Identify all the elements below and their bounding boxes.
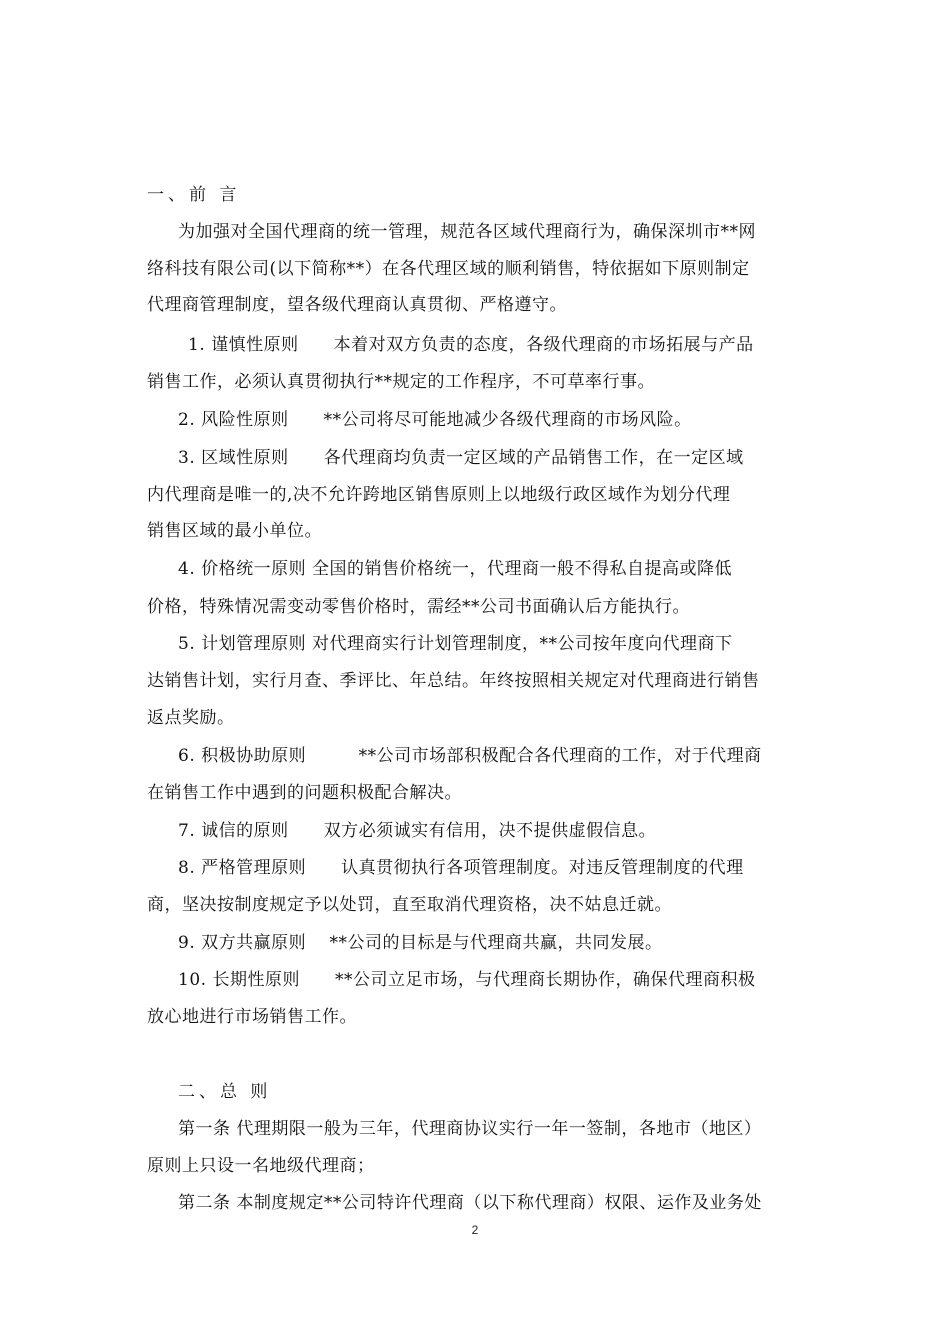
article-line: 第一条 代理期限一般为三年，代理商协议实行一年一签制，各地市（地区） [178, 1119, 762, 1139]
principle-line: 内代理商是唯一的,决不允许跨地区销售原则上以地级行政区域作为划分代理 [147, 485, 731, 505]
principle-line: 放心地进行市场销售工作。 [147, 1007, 357, 1027]
principle-line: 销售工作，必须认真贯彻执行**规定的工作程序，不可草率行事。 [147, 372, 655, 392]
principle-line: 8. 严格管理原则 认真贯彻执行各项管理制度。对违反管理制度的代理 [178, 858, 744, 878]
principle-line: 价格，特殊情况需变动零售价格时，需经**公司书面确认后方能执行。 [147, 597, 690, 617]
principle-line: 5. 计划管理原则 对代理商实行计划管理制度，**公司按年度向代理商下 [178, 634, 733, 654]
principle-line: 10. 长期性原则 **公司立足市场，与代理商长期协作，确保代理商积极 [178, 970, 756, 990]
principle-line: 7. 诚信的原则 双方必须诚实有信用，决不提供虚假信息。 [178, 821, 657, 841]
intro-line-3: 代理商管理制度，望各级代理商认真贯彻、严格遵守。 [147, 295, 567, 315]
principle-line: 1. 谨慎性原则 本着对双方负责的态度，各级代理商的市场拓展与产品 [188, 335, 754, 355]
intro-line-2: 络科技有限公司(以下简称**）在各代理区域的顺利销售，特依据如下原则制定 [147, 259, 750, 279]
principle-line: 6. 积极协助原则 **公司市场部积极配合各代理商的工作，对于代理商 [178, 746, 762, 766]
principle-line: 销售区域的最小单位。 [147, 521, 322, 541]
intro-line-1: 为加强对全国代理商的统一管理，规范各区域代理商行为，确保深圳市**网 [178, 222, 756, 242]
principle-line: 4. 价格统一原则 全国的销售价格统一，代理商一般不得私自提高或降低 [178, 559, 733, 579]
article-line: 第二条 本制度规定**公司特许代理商（以下称代理商）权限、运作及业务处 [178, 1193, 762, 1213]
principle-line: 商，坚决按制度规定予以处罚，直至取消代理资格，决不姑息迁就。 [147, 895, 672, 915]
page-number: 2 [471, 1223, 479, 1237]
principle-line: 达销售计划，实行月查、季评比、年总结。年终按照相关规定对代理商进行销售 [147, 671, 760, 691]
principle-line: 9. 双方共赢原则 **公司的目标是与代理商共赢，共同发展。 [178, 933, 663, 953]
principle-line: 返点奖励。 [147, 708, 235, 728]
principle-line: 3. 区域性原则 各代理商均负责一定区域的产品销售工作，在一定区域 [178, 448, 744, 468]
section-heading-preface: 一、前 言 [147, 185, 241, 205]
principle-line: 在销售工作中遇到的问题积极配合解决。 [147, 783, 462, 803]
article-line: 原则上只设一名地级代理商； [147, 1156, 375, 1176]
section-heading-general: 二、总 则 [178, 1082, 272, 1102]
principle-line: 2. 风险性原则 **公司将尽可能地减少各级代理商的市场风险。 [178, 410, 692, 430]
